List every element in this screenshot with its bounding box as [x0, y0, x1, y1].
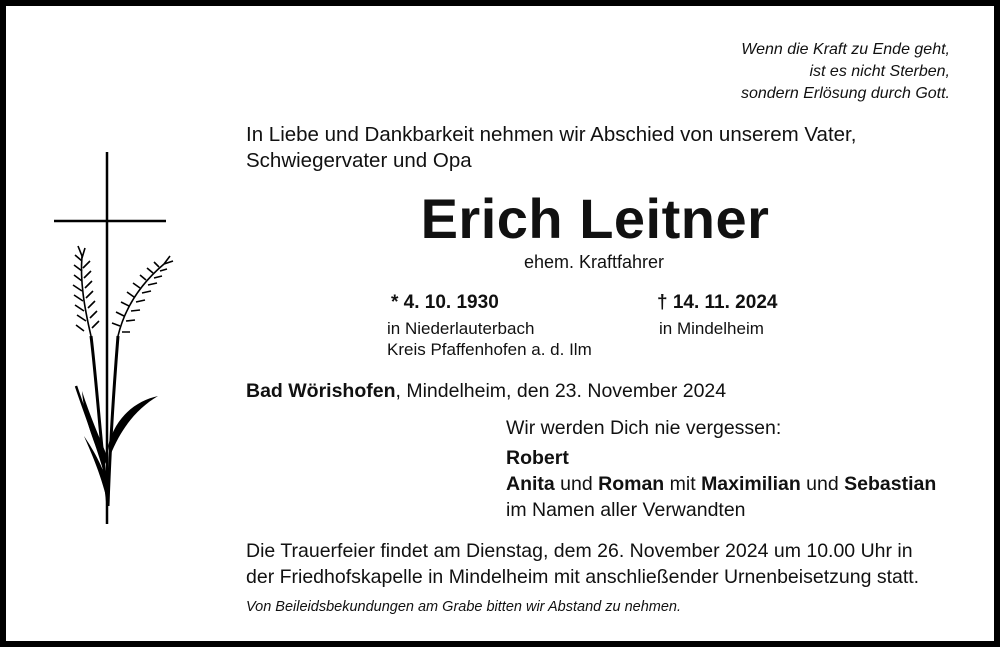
location-date-line — [246, 379, 726, 404]
condolence-note: Von Beileidsbekundungen am Grabe bitten wir Abstand zu nehmen. — [246, 599, 682, 615]
location-rest: , Mindelheim, den 23. November 2024 — [395, 380, 727, 402]
death-place: in Mindelheim — [659, 319, 764, 338]
birth-place-line-1: in Niederlauterbach — [387, 319, 535, 338]
quote-line-2: ist es nicht Sterben, — [809, 63, 950, 80]
quote-line-3: sondern Erlösung durch Gott. — [740, 85, 950, 102]
connector-text: und — [554, 473, 599, 495]
connector-text: und — [800, 473, 845, 495]
death-date: † 14. 11. 2024 — [657, 292, 778, 313]
mourner-roman: Roman — [598, 473, 665, 495]
mourner-sebastian: Sebastian — [844, 473, 937, 495]
mourners-family-line — [506, 472, 936, 497]
quote-line-1: Wenn die Kraft zu Ende geht, — [741, 41, 950, 58]
intro-line-1: In Liebe und Dankbarkeit nehmen wir Abschied von unserem Vater, — [246, 123, 857, 146]
birth-place-line-2: Kreis Pfaffenhofen a. d. Ilm — [387, 340, 592, 359]
deceased-occupation: ehem. Kraftfahrer — [523, 252, 665, 272]
location-bold: Bad Wörishofen — [246, 380, 396, 402]
mourners-relatives: im Namen aller Verwandten — [506, 499, 746, 521]
intro-line-2: Schwiegervater und Opa — [246, 149, 472, 172]
mourners-intro: Wir werden Dich nie vergessen: — [506, 417, 782, 439]
connector-text: mit — [664, 473, 702, 495]
birth-date: * 4. 10. 1930 — [391, 292, 499, 313]
mourner-maximilian: Maximilian — [701, 473, 801, 495]
mourner-robert: Robert — [506, 447, 569, 469]
funeral-line-1: Die Trauerfeier findet am Dienstag, dem 26. November 2024 um 10.00 Uhr in — [246, 540, 913, 562]
deceased-name: Erich Leitner — [420, 187, 770, 250]
funeral-line-2: der Friedhofskapelle in Mindelheim mit anschließender Urnenbeisetzung statt. — [246, 566, 920, 588]
mourner-anita: Anita — [506, 473, 555, 495]
